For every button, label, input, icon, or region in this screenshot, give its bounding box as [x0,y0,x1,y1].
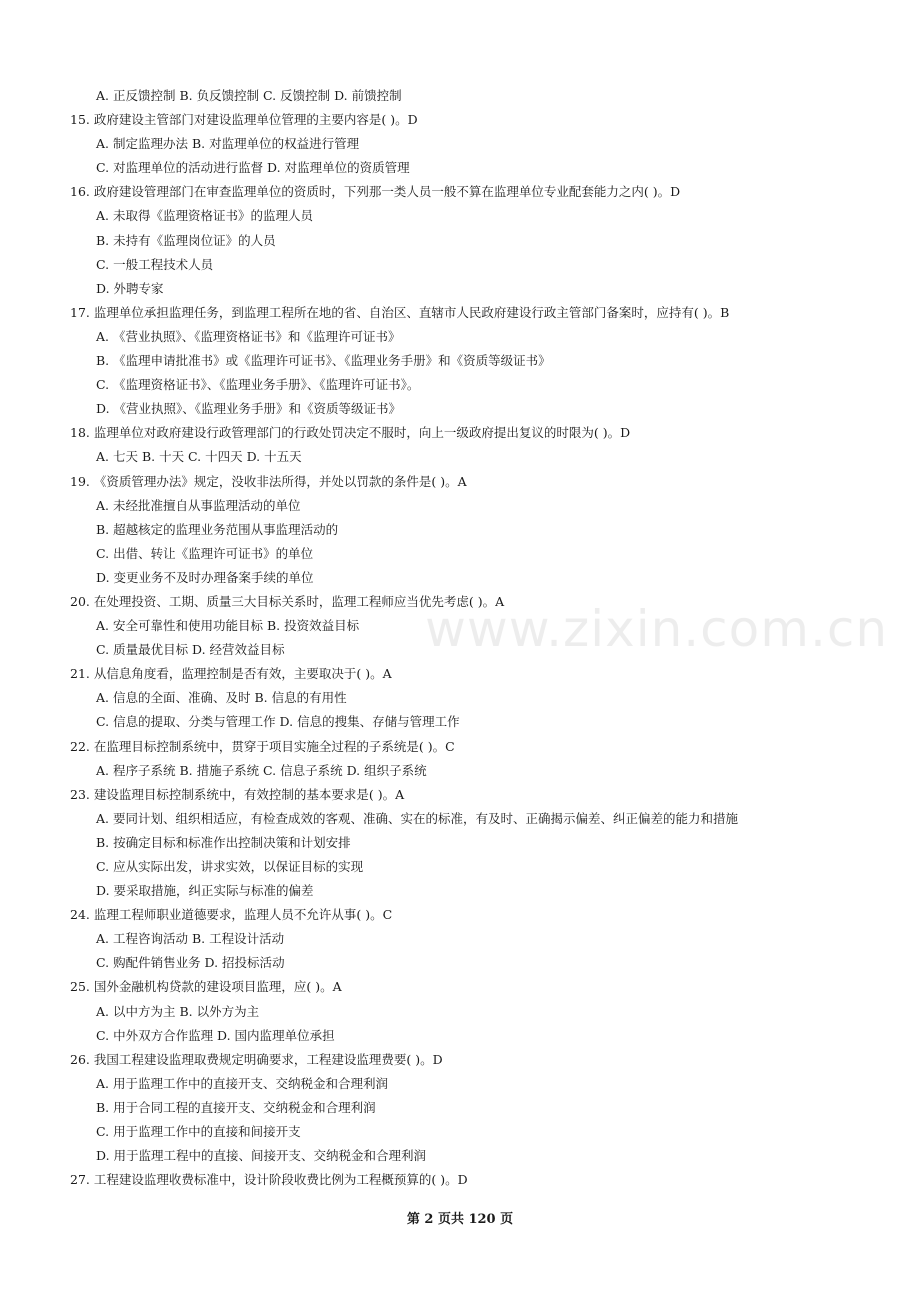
question-line: 16. 政府建设管理部门在审查监理单位的资质时，下列那一类人员一般不算在监理单位专业配套能力之内( )。D [70,184,681,200]
question-line: 26. 我国工程建设监理取费规定明确要求，工程建设监理费要( )。D [70,1051,443,1067]
page-footer: 第 2 页共 120 页 [406,1212,514,1227]
option-line: B. 用于合同工程的直接开支、交纳税金和合理利润 [96,1099,376,1115]
question-line: 20. 在处理投资、工期、质量三大目标关系时，监理工程师应当优先考虑( )。A [70,593,505,609]
option-line: A. 未经批准擅自从事监理活动的单位 [96,497,301,513]
option-line: B. 按确定目标和标准作出控制决策和计划安排 [96,834,351,850]
option-line: A. 工程咨询活动 B. 工程设计活动 [96,931,285,947]
option-line: B. 未持有《监理岗位证》的人员 [96,232,276,248]
option-line: C. 中外双方合作监理 D. 国内监理单位承担 [96,1027,335,1043]
option-line: D. 用于监理工程中的直接、间接开支、交纳税金和合理利润 [96,1148,427,1164]
option-line: D. 变更业务不及时办理备案手续的单位 [96,569,314,585]
option-line: A. 用于监理工作中的直接开支、交纳税金和合理利润 [96,1075,388,1091]
question-line: 18. 监理单位对政府建设行政管理部门的行政处罚决定不服时，向上一级政府提出复议的时限为( )。D [70,425,631,441]
option-line: D. 《营业执照》、《监理业务手册》和《资质等级证书》 [96,401,402,417]
question-line: 15. 政府建设主管部门对建设监理单位管理的主要内容是( )。D [70,112,418,128]
option-line: C. 信息的提取、分类与管理工作 D. 信息的搜集、存储与管理工作 [96,714,460,730]
option-line: A. 安全可靠性和使用功能目标 B. 投资效益目标 [96,618,360,634]
option-line: C. 出借、转让《监理许可证书》的单位 [96,545,314,561]
option-line: A. 正反馈控制 B. 负反馈控制 C. 反馈控制 D. 前馈控制 [96,88,402,103]
option-line: B. 超越核定的监理业务范围从事监理活动的 [96,521,339,537]
option-line: C. 应从实际出发，讲求实效，以保证目标的实现 [96,859,364,874]
option-line: A. 《营业执照》、《监理资格证书》和《监理许可证书》 [96,328,401,344]
question-line: 23. 建设监理目标控制系统中，有效控制的基本要求是( )。A [70,786,405,802]
option-line: A. 未取得《监理资格证书》的监理人员 [96,208,313,224]
question-line: 21. 从信息角度看，监理控制是否有效，主要取决于( )。A [70,666,392,682]
option-line: A. 制定监理办法 B. 对监理单位的权益进行管理 [96,136,360,152]
option-line: B. 《监理申请批准书》或《监理许可证书》、《监理业务手册》和《资质等级证书》 [96,353,551,369]
option-line: C. 购配件销售业务 D. 招投标活动 [96,955,285,971]
option-line: A. 要同计划、组织相适应，有检查成效的客观、准确、实在的标准，有及时、正确揭示偏差、纠正偏差的能力和措施 [96,810,738,826]
option-line: A. 信息的全面、准确、及时 B. 信息的有用性 [96,690,347,706]
option-line: C. 用于监理工作中的直接和间接开支 [96,1124,301,1140]
question-line: 24. 监理工程师职业道德要求，监理人员不允许从事( )。C [70,907,393,923]
question-line: 22. 在监理目标控制系统中，贯穿于项目实施全过程的子系统是( )。C [70,738,455,754]
option-line: C. 《监理资格证书》、《监理业务手册》、《监理许可证书》。 [96,377,420,393]
option-line: C. 一般工程技术人员 [96,256,214,272]
option-line: A. 程序子系统 B. 措施子系统 C. 信息子系统 D. 组织子系统 [96,762,427,778]
option-line: C. 对监理单位的活动进行监督 D. 对监理单位的资质管理 [96,160,410,176]
option-line: D. 要采取措施，纠正实际与标准的偏差 [96,883,314,899]
question-line: 25. 国外金融机构贷款的建设项目监理，应( )。A [70,979,342,995]
option-line: C. 质量最优目标 D. 经营效益目标 [96,642,285,658]
option-line: A. 七天 B. 十天 C. 十四天 D. 十五天 [96,449,302,465]
question-line: 27. 工程建设监理收费标准中，设计阶段收费比例为工程概预算的( )。D [70,1172,468,1188]
watermark: www.zixin.com.cn [425,600,889,658]
option-line: A. 以中方为主 B. 以外方为主 [96,1003,260,1019]
question-line: 19. 《资质管理办法》规定，没收非法所得，并处以罚款的条件是( )。A [70,473,467,489]
option-line: D. 外聘专家 [96,280,164,296]
question-line: 17. 监理单位承担监理任务，到监理工程所在地的省、自治区、直辖市人民政府建设行政主管部门备案时，应持有( )。B [70,304,730,320]
